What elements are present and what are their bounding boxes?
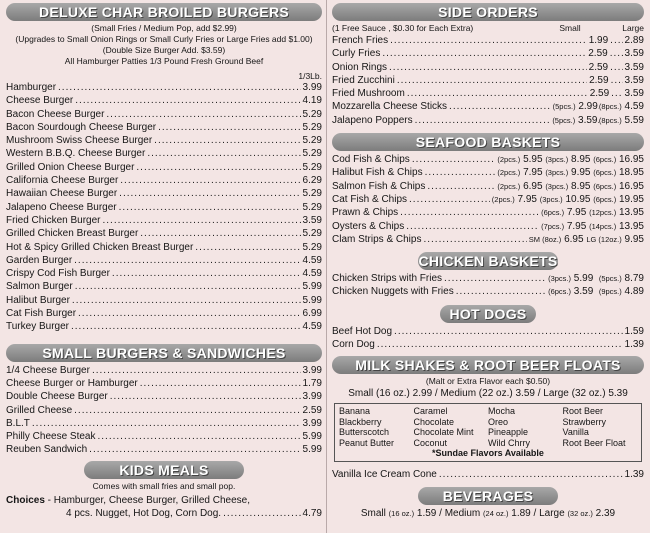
choices-label: Choices	[6, 494, 45, 506]
list-item: B.L.T ..... 3.99	[6, 417, 322, 430]
list-item: Hawaiian Cheese Burger ..... 5.29	[6, 187, 322, 200]
list-item: Halibut Fish & Chips ..... (2pcs.) 7.95 (3pcs.) 9.95 (6pcs.) 18.95	[332, 166, 644, 179]
list-item: Jalapeno Poppers ..... (5pcs.) 3.59 (8pcs.) 5.59	[332, 114, 644, 127]
list-item: Double Cheese Burger ..... 3.99	[6, 390, 322, 403]
size-label: 1/3Lb.	[298, 71, 322, 81]
deluxe-note: (Double Size Burger Add. $3.59)	[102, 45, 226, 55]
seafood-list	[332, 153, 644, 246]
list-item: Cat Fish & Chips ..... (2pcs.) 7.95 (3pcs.) 10.95 (6pcs.) 19.95	[332, 193, 644, 206]
list-item: Reuben Sandwich ..... 5.99	[6, 443, 322, 456]
flavor: Vanilla	[562, 427, 589, 438]
list-item: Beef Hot Dog ..... 1.59	[332, 325, 644, 338]
flavor: Butterscotch	[339, 427, 390, 438]
shakes-header: MILK SHAKES & ROOT BEER FLOATS	[332, 356, 644, 374]
side-orders-header: SIDE ORDERS	[332, 3, 644, 21]
list-item: Hot & Spicy Grilled Chicken Breast Burger ..... 5.29	[6, 241, 322, 254]
beverages-header: BEVERAGES	[418, 487, 558, 505]
list-item: Grilled Cheese ..... 2.59	[6, 404, 322, 417]
flavor: Caramel	[413, 406, 448, 417]
flavor: Strawberry	[562, 416, 607, 427]
flavor: Oreo	[488, 416, 509, 427]
flavor: Chocolate	[413, 416, 455, 427]
list-item: French Fries ..... 1.99 ..... 2.89	[332, 34, 644, 47]
list-item: California Cheese Burger ..... 6.29	[6, 174, 322, 187]
list-item: Prawn & Chips ..... (6pcs.) 7.95 (12pcs.) 13.95	[332, 206, 644, 219]
list-item: Western B.B.Q. Cheese Burger ..... 5.29	[6, 147, 322, 160]
beverage-sizes: Small (16 oz.) 1.59 / Medium (24 oz.) 1.89 / Large (32 oz.) 2.39	[360, 508, 616, 520]
large-label: Large	[622, 23, 644, 33]
flavor: Peanut Butter	[339, 437, 395, 448]
list-item: Fried Zucchini ..... 2.59 ..... 3.59	[332, 74, 644, 87]
shakes-note: (Malt or Extra Flavor each $0.50)	[425, 376, 551, 387]
small-label: Small	[559, 23, 581, 33]
list-item: Jalapeno Cheese Burger ..... 5.29	[6, 201, 322, 214]
list-item: Fried Mushroom ..... 2.59 ..... 3.59	[332, 87, 644, 100]
flavors-box	[334, 403, 642, 462]
hot-dogs-header: HOT DOGS	[440, 305, 536, 323]
flavor: Wild Chrry	[488, 437, 530, 448]
choices-text: - Hamburger, Cheese Burger, Grilled Cheese,	[44, 494, 251, 506]
list-item: Turkey Burger ..... 4.59	[6, 320, 322, 333]
deluxe-note: (Upgrades to Small Onion Rings or Small Curly Fries or Large Fries add $1.00)	[15, 34, 313, 44]
list-item: Grilled Chicken Breast Burger ..... 5.29	[6, 227, 322, 240]
deluxe-note: (Small Fries / Medium Pop, add $2.99)	[91, 23, 237, 33]
small-burgers-list	[6, 364, 322, 457]
seafood-header: SEAFOOD BASKETS	[332, 133, 644, 151]
side-orders-list	[332, 34, 644, 127]
list-item: Salmon Fish & Chips ..... (2pcs.) 6.95 (3pcs.) 8.95 (6pcs.) 16.95	[332, 180, 644, 193]
list-item: Halibut Burger ..... 5.99	[6, 294, 322, 307]
sundae-note: *Sundae Flavors Available	[432, 448, 544, 459]
kids-note: Comes with small fries and small pop.	[92, 480, 236, 491]
chicken-list	[332, 272, 644, 299]
flavor: Pineapple	[488, 427, 529, 438]
kids-choices-line2: 4 pcs. Nugget, Hot Dog, Corn Dog. ..... 4.79	[6, 507, 322, 520]
flavor: Banana	[339, 406, 371, 417]
flavor: Root Beer Float	[562, 437, 626, 448]
list-item: Clam Strips & Chips ..... SM (8oz.) 6.95 LG (12oz.) 9.95	[332, 233, 644, 246]
flavors-grid	[339, 406, 637, 448]
shakes-sizes: Small (16 oz.) 2.99 / Medium (22 oz.) 3.59 / Large (32 oz.) 5.39	[348, 388, 628, 400]
list-item: Chicken Strips with Fries ..... (3pcs.) 5.99 (5pcs.) 8.79	[332, 272, 644, 285]
list-item: Cheese Burger or Hamburger ..... 1.79	[6, 377, 322, 390]
flavor: Blackberry	[339, 416, 382, 427]
right-column	[332, 0, 644, 520]
list-item: Curly Fries ..... 2.59 ..... 3.59	[332, 47, 644, 60]
list-item: Grilled Onion Cheese Burger ..... 5.29	[6, 161, 322, 174]
column-divider	[326, 0, 327, 533]
deluxe-note: All Hamburger Patties 1/3 Pound Fresh Ground Beef	[64, 56, 264, 66]
small-burgers-header: SMALL BURGERS & SANDWICHES	[6, 344, 322, 362]
list-item: Cat Fish Burger ..... 6.99	[6, 307, 322, 320]
list-item: Crispy Cod Fish Burger ..... 4.59	[6, 267, 322, 280]
list-item: Bacon Sourdough Cheese Burger ..... 5.29	[6, 121, 322, 134]
list-item: Philly Cheese Steak ..... 5.99	[6, 430, 322, 443]
list-item: Bacon Cheese Burger ..... 5.29	[6, 108, 322, 121]
list-item: Garden Burger ..... 4.59	[6, 254, 322, 267]
flavor: Coconut	[413, 437, 448, 448]
list-item: Mushroom Swiss Cheese Burger ..... 5.29	[6, 134, 322, 147]
list-item: Chicken Nuggets with Fries ..... (6pcs.) 3.59 (9pcs.) 4.89	[332, 285, 644, 298]
hot-dogs-list	[332, 325, 644, 352]
flavor: Mocha	[488, 406, 516, 417]
list-item: Fried Chicken Burger ..... 3.59	[6, 214, 322, 227]
list-item: Hamburger ..... 3.99	[6, 81, 322, 94]
left-column	[6, 0, 322, 520]
chicken-header: CHICKEN BASKETS	[418, 253, 558, 270]
kids-choices	[6, 494, 322, 507]
list-item: Onion Rings ..... 2.59 ..... 3.59	[332, 61, 644, 74]
list-item: Cod Fish & Chips ..... (2pcs.) 5.95 (3pcs.) 8.95 (6pcs.) 16.95	[332, 153, 644, 166]
list-item: Oysters & Chips ..... (7pcs.) 7.95 (14pcs.) 13.95	[332, 220, 644, 233]
list-item: Salmon Burger ..... 5.99	[6, 280, 322, 293]
deluxe-list	[6, 81, 322, 334]
kids-meals-header: KIDS MEALS	[84, 461, 244, 479]
list-item: Corn Dog ..... 1.39	[332, 338, 644, 351]
list-item: Mozzarella Cheese Sticks ..... (5pcs.) 2.99 (8pcs.) 4.59	[332, 100, 644, 113]
deluxe-header: DELUXE CHAR BROILED BURGERS	[6, 3, 322, 21]
list-item: Cheese Burger ..... 4.19	[6, 94, 322, 107]
list-item: Vanilla Ice Cream Cone ..... 1.39	[332, 468, 644, 481]
list-item: 1/4 Cheese Burger ..... 3.99	[6, 364, 322, 377]
flavor: Root Beer	[562, 406, 604, 417]
side-orders-head: (1 Free Sauce , $0.30 for Each Extra) Small Large	[332, 23, 644, 33]
flavor: Chocolate Mint	[413, 427, 474, 438]
